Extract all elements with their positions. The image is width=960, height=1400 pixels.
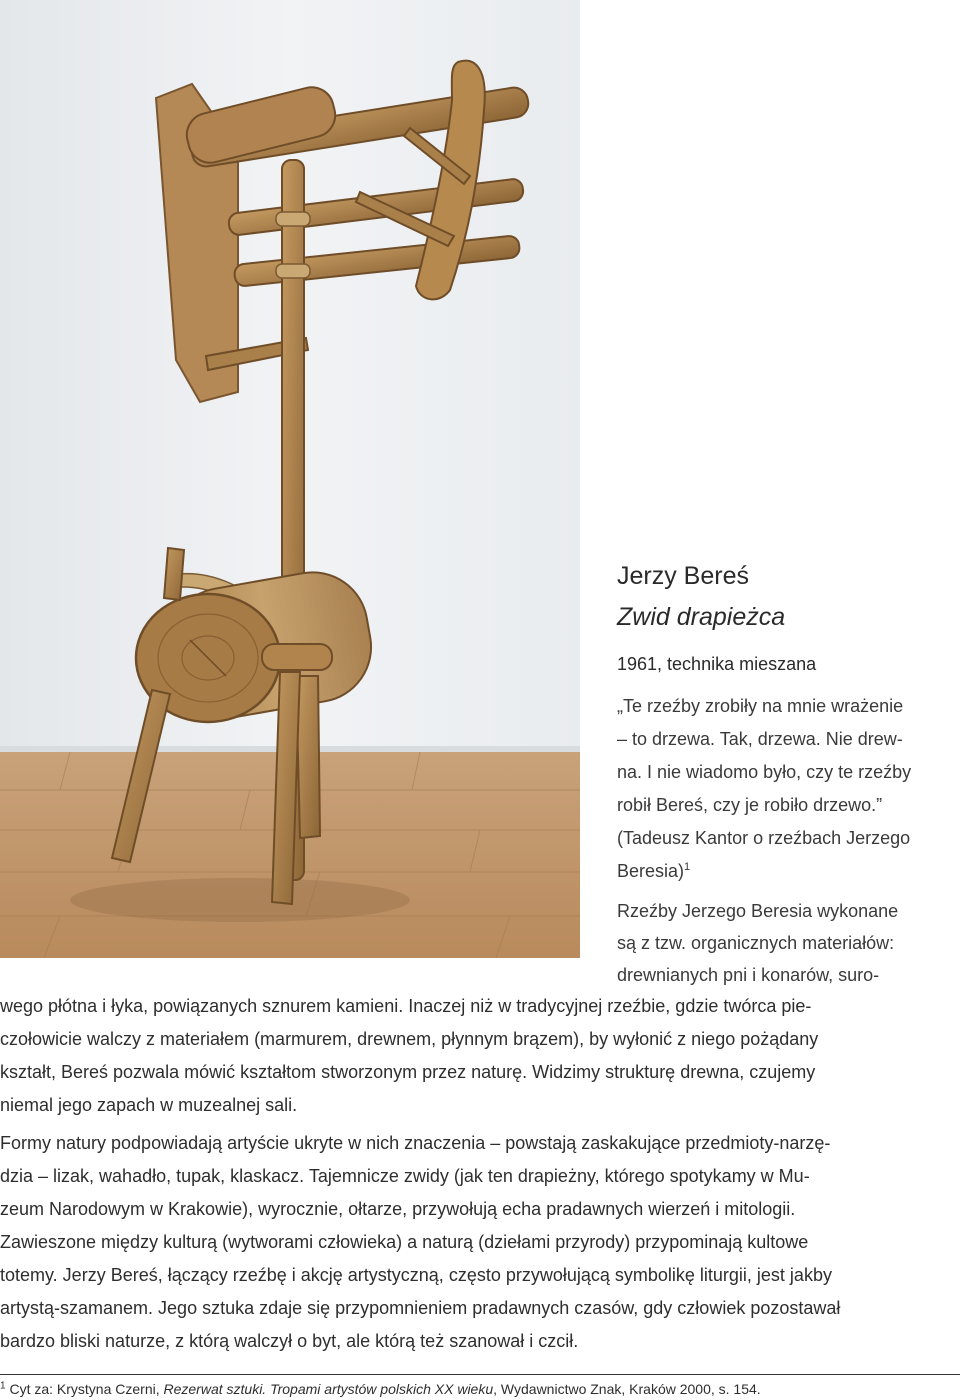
sculpture-shadow: [70, 878, 410, 922]
paragraph-line: wego płótna i łyka, powiązanych sznurem kamieni. Inaczej niż w tradycyjnej rzeźbie, gdzie twórca pie-: [0, 996, 812, 1016]
sculpture-photo: [0, 0, 580, 958]
intro-line: są z tzw. organicznych materiałów:: [617, 933, 895, 953]
quote-line: – to drzewa. Tak, drzewa. Nie drew-: [617, 729, 903, 749]
intro-line: Rzeźby Jerzego Beresia wykonane: [617, 901, 899, 921]
artist-name: Jerzy Bereś: [617, 562, 749, 590]
quote-line: na. I nie wiadomo było, czy te rzeźby: [617, 762, 912, 782]
footnote-book-title: Rezerwat sztuki. Tropami artystów polskich XX wieku: [163, 1381, 494, 1397]
artwork-title: Zwid drapieżca: [617, 603, 786, 631]
quote-line-last: [617, 858, 690, 884]
paragraph-line: kształt, Bereś pozwala mówić kształtom stworzonym przez naturę. Widzimy strukturę drewna, czujemy: [0, 1062, 816, 1082]
quote-line-text: Beresia): [617, 861, 685, 881]
paragraph-line: dzia – lizak, wahadło, tupak, klaskacz. Tajemnicze zwidy (jak ten drapieżny, którego spotykamy w Mu-: [0, 1166, 810, 1186]
paragraph-line: czołowicie walczy z materiałem (marmurem, drewnem, płynnym brązem), by wyłonić z niego pożądany: [0, 1029, 819, 1049]
paragraph-line: bardzo bliski naturze, z którą walczył o byt, ale którą też szanował i czcił.: [0, 1331, 579, 1351]
paragraph-line: niemal jego zapach w muzealnej sali.: [0, 1095, 298, 1115]
footnote-mark: 1: [0, 1380, 6, 1392]
footnote-divider: [0, 1374, 960, 1375]
footnote-suffix: , Wydawnictwo Znak, Kraków 2000, s. 154.: [493, 1381, 761, 1397]
quote-line: (Tadeusz Kantor o rzeźbach Jerzego: [617, 828, 911, 848]
intro-line: drewnianych pni i konarów, suro-: [617, 965, 880, 985]
sculpture-illustration: [0, 0, 580, 958]
paragraph-line: totemy. Jerzy Bereś, łączący rzeźbę i akcję artystyczną, często przywołującą symbolikę liturgii, jest jakby: [0, 1265, 832, 1285]
footnote: [0, 1380, 761, 1398]
quote-line: robił Bereś, czy je robiło drzewo.”: [617, 795, 883, 815]
quote-line: „Te rzeźby zrobiły na mnie wrażenie: [617, 696, 904, 716]
footnote-prefix: Cyt za: Krystyna Czerni,: [5, 1381, 164, 1397]
paragraph-line: zeum Narodowym w Krakowie), wyrocznie, ołtarze, przywołują echa pradawnych wierzeń i mitologii.: [0, 1199, 796, 1219]
paragraph-line: artystą-szamanem. Jego sztuka zdaje się przypomnieniem pradawnych czasów, gdy człowiek pozostawał: [0, 1298, 841, 1318]
paragraph-line: Zawieszone między kulturą (wytworami człowieka) a naturą (dziełami przyrody) przypominają kultowe: [0, 1232, 809, 1252]
log-stub: [262, 644, 332, 670]
paragraph-line: Formy natury podpowiadają artyście ukryte w nich znaczenia – powstają zaskakujące przedmioty-narzę-: [0, 1133, 831, 1153]
footnote-reference: 1: [684, 861, 691, 873]
artwork-meta: 1961, technika mieszana: [617, 654, 817, 674]
